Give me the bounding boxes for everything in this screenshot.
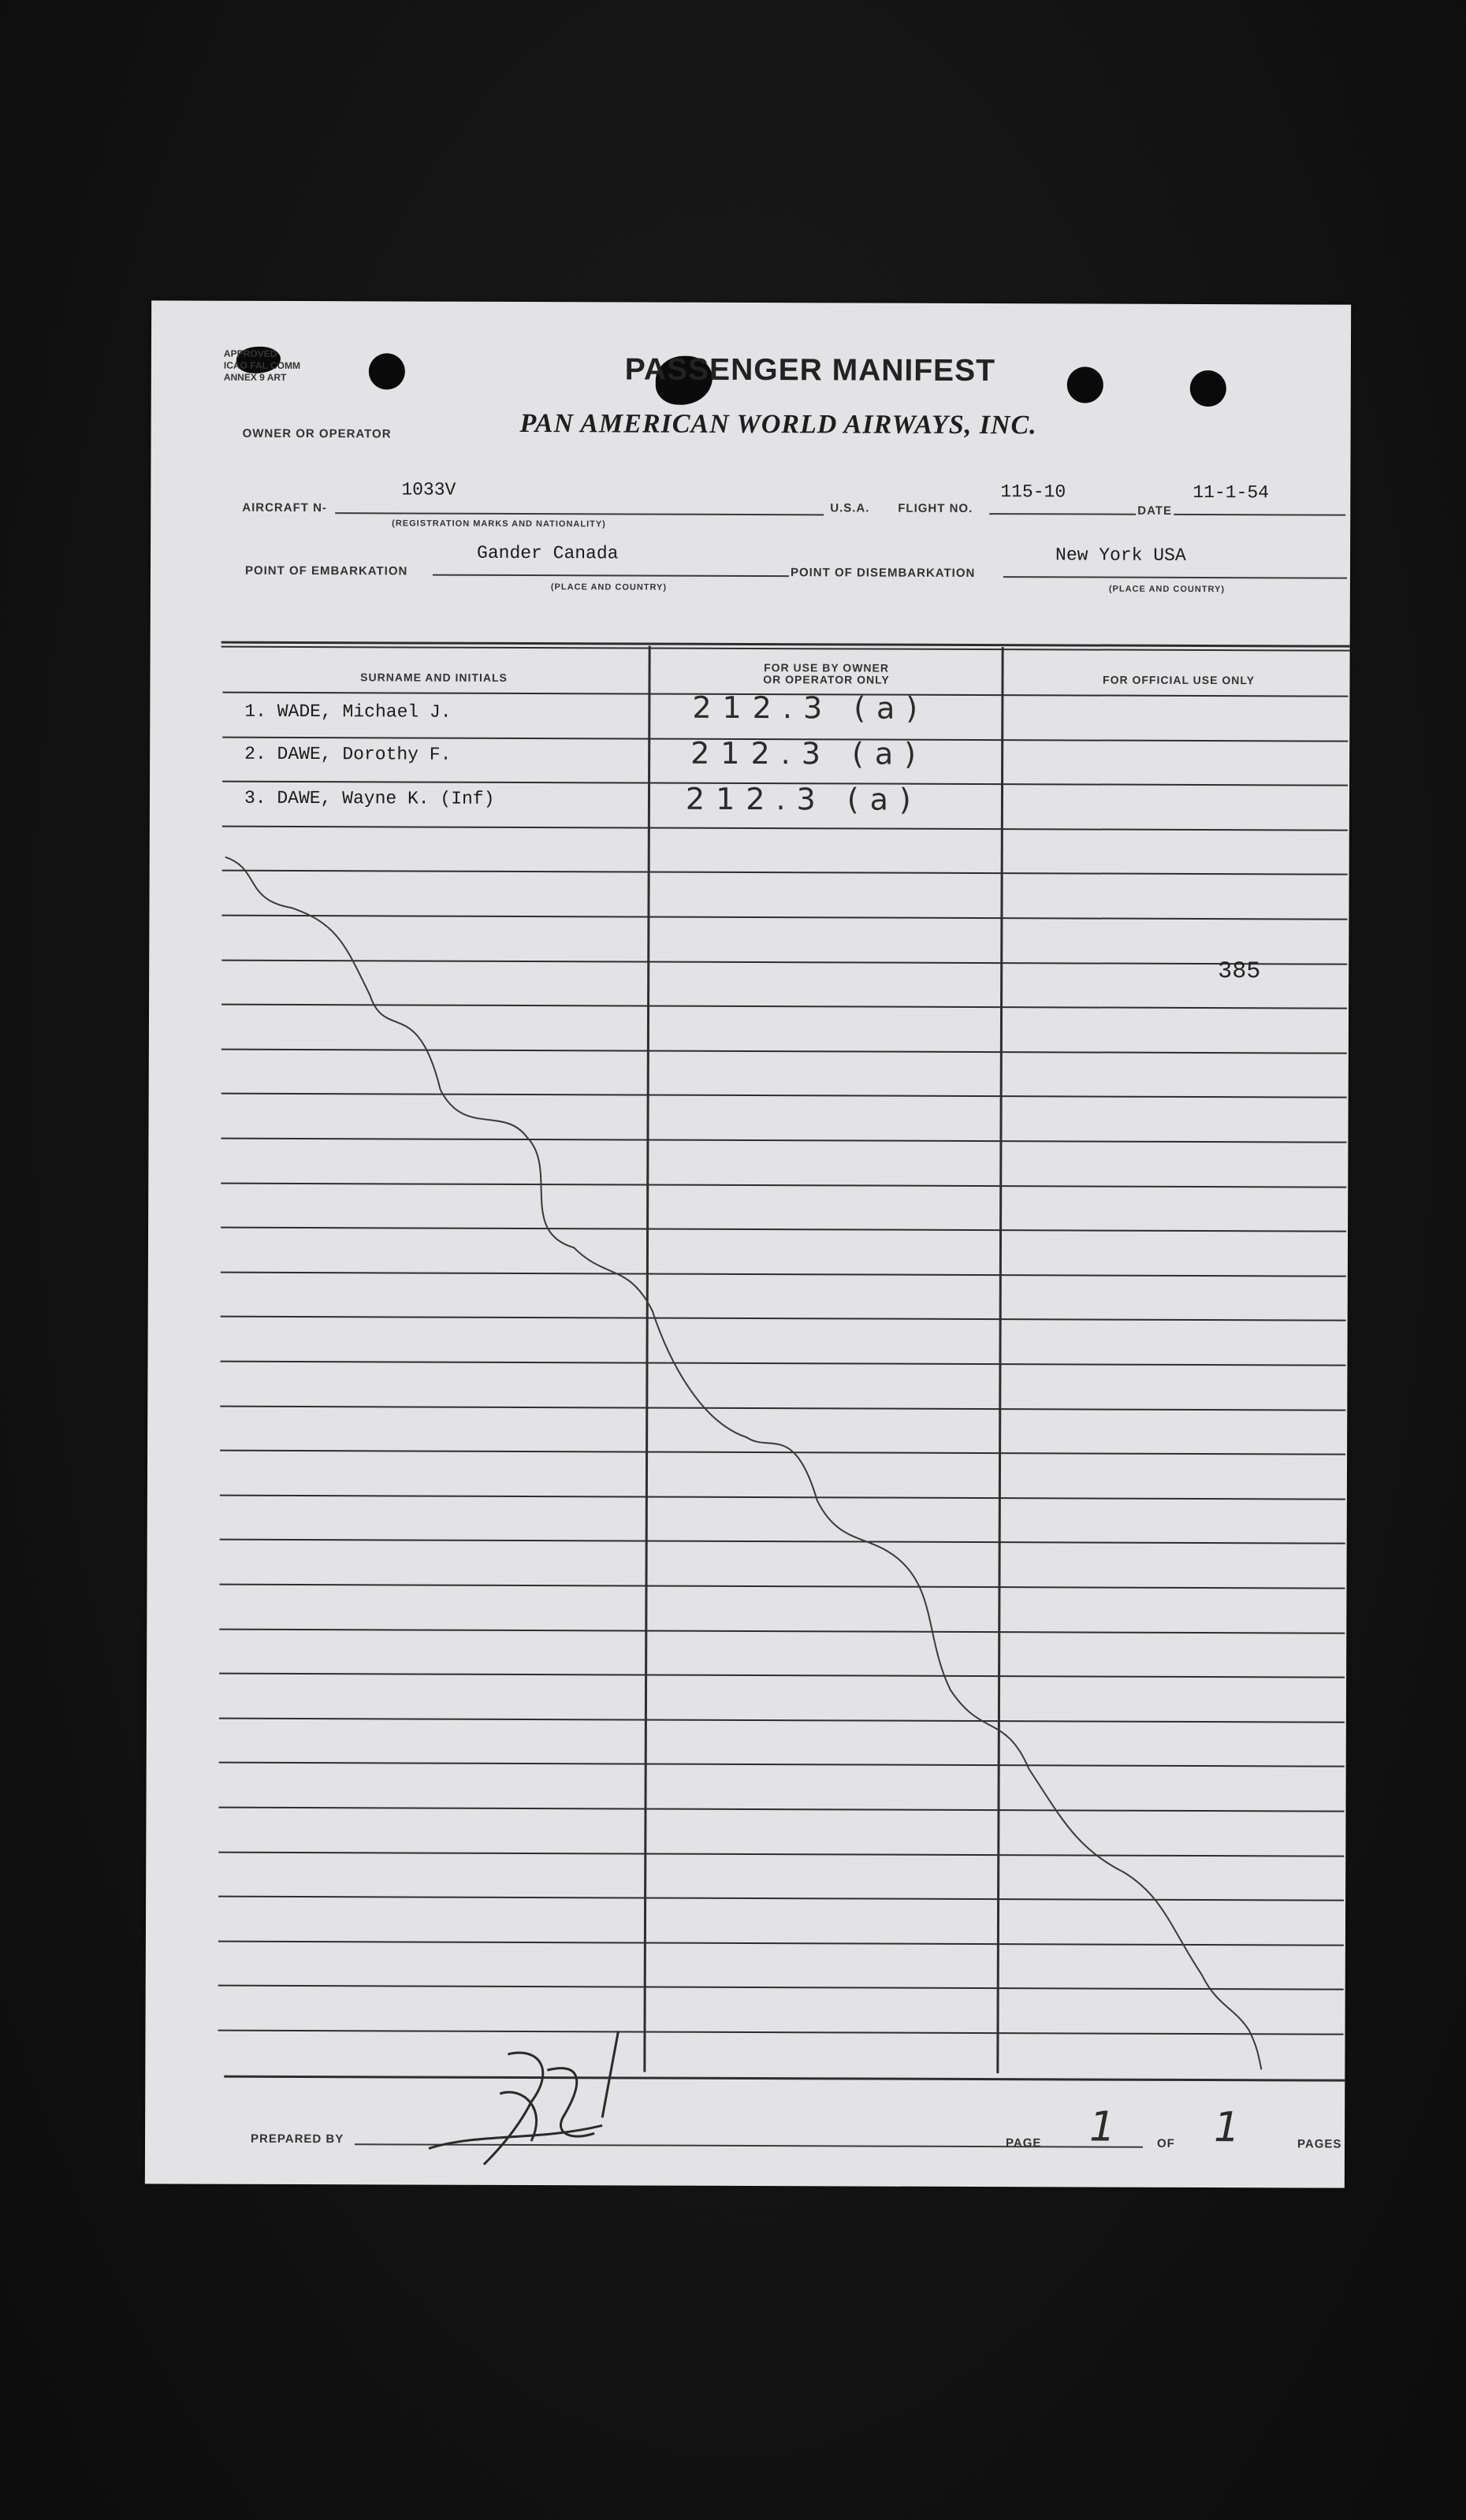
passenger-row-2-code: 212.3 (a)	[690, 735, 928, 771]
disembarkation-value: New York USA	[1055, 545, 1186, 566]
manifest-sheet	[145, 300, 1351, 2187]
cancellation-line	[145, 300, 1351, 2187]
date-value: 11-1-54	[1193, 481, 1270, 504]
disembarkation-label: POINT OF DISEMBARKATION	[790, 566, 976, 581]
date-label: DATE	[1137, 504, 1173, 518]
official-column-header: FOR OFFICIAL USE ONLY	[1103, 673, 1255, 687]
preparer-signature	[413, 2023, 650, 2173]
flight-value: 115-10	[1000, 481, 1066, 503]
prepared-by-label: PREPARED BY	[251, 2132, 344, 2146]
pages-label: PAGES	[1297, 2137, 1342, 2151]
pages-value: 1	[1213, 2104, 1252, 2152]
airline-name: PAN AMERICAN WORLD AIRWAYS, INC.	[519, 408, 1037, 440]
passenger-row-1-code: 212.3 (a)	[692, 689, 929, 726]
owner-column-header: FOR USE BY OWNER OR OPERATOR ONLY	[763, 661, 890, 686]
passenger-row-2-name: 2. DAWE, Dorothy F.	[244, 743, 452, 765]
embarkation-label: POINT OF EMBARKATION	[244, 563, 408, 578]
passenger-row-3-name: 3. DAWE, Wayne K. (Inf)	[244, 787, 495, 809]
approval-note: APPROVED ICAO FAL COMM ANNEX 9 ART	[223, 348, 301, 383]
passenger-row-1-name: 1. WADE, Michael J.	[244, 701, 452, 723]
embarkation-place-note: (PLACE AND COUNTRY)	[550, 582, 668, 593]
page-label: PAGE	[1005, 2136, 1042, 2150]
disembarkation-place-note: (PLACE AND COUNTRY)	[1108, 584, 1226, 595]
page-value: 1	[1088, 2103, 1127, 2151]
registration-note: (REGISTRATION MARKS AND NATIONALITY)	[392, 518, 606, 530]
of-label: OF	[1156, 2136, 1175, 2150]
owner-label: OWNER OR OPERATOR	[242, 426, 392, 441]
form-title: PASSENGER MANIFEST	[624, 352, 996, 388]
official-stamp-number: 385	[1218, 958, 1261, 986]
embarkation-value: Gander Canada	[477, 542, 619, 564]
passenger-row-3-code: 212.3 (a)	[685, 781, 922, 817]
nationality: U.S.A.	[830, 501, 870, 515]
surname-column-header: SURNAME AND INITIALS	[360, 671, 508, 684]
aircraft-label: AIRCRAFT N-	[242, 500, 327, 515]
aircraft-value: 1033V	[401, 479, 456, 500]
flight-label: FLIGHT NO.	[898, 501, 973, 515]
